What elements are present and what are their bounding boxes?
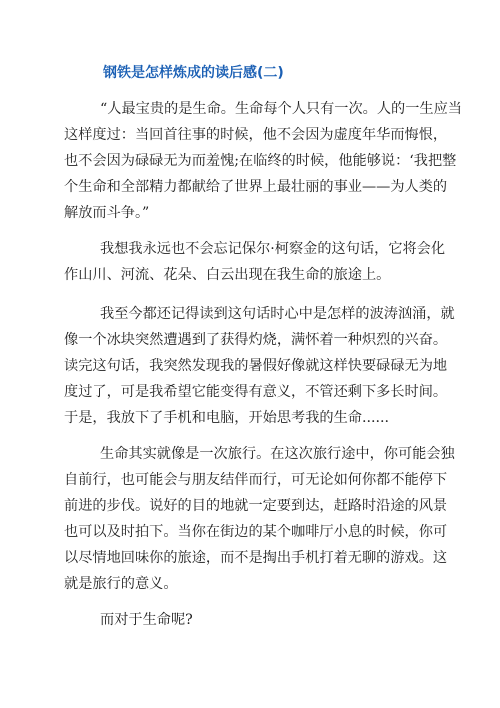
- paragraph-line: 我想我永远也不会忘记保尔·柯察金的这句话，它将会化: [100, 241, 446, 257]
- paragraph-line: 读完这句话，我突然发现我的暑假好像就这样快要碌碌无为地: [64, 358, 448, 374]
- document-title: 钢铁是怎样炼成的读后感(二): [103, 65, 284, 81]
- paragraph-line: 个生命和全部精力都献给了世界上最壮丽的事业——为人类的: [64, 179, 448, 195]
- paragraph-line: 解放而斗争。”: [64, 205, 150, 221]
- paragraph-line: 也不会因为碌碌无为而羞愧;在临终的时候，他能够说：‘我把整: [64, 153, 457, 169]
- paragraph-quote: [64, 96, 462, 226]
- paragraph-line: “人最宝贵的是生命。生命每个人只有一次。人的一生应当: [100, 101, 462, 117]
- paragraph-line: 于是，我放下了手机和电脑，开始思考我的生命......: [64, 410, 389, 426]
- paragraph-line: 前进的步伐。说好的目的地就一定要到达，赶路时沿途的风景: [64, 498, 448, 514]
- paragraph-line: 我至今都还记得读到这句话时心中是怎样的波涛汹涌，就: [100, 306, 455, 322]
- paragraph-line: 以尽情地回味你的旅途，而不是掏出手机打着无聊的游戏。这: [64, 550, 448, 566]
- paragraph-line: 生命其实就像是一次旅行。在这次旅行途中，你可能会独: [100, 446, 455, 462]
- paragraph-line: 自前行，也可能会与朋友结伴而行，可无论如何你都不能停下: [64, 472, 448, 488]
- paragraph-line: 像一个冰块突然遭遇到了获得灼烧，满怀着一种炽烈的兴奋。: [64, 332, 448, 348]
- paragraph-line: 就是旅行的意义。: [64, 576, 178, 592]
- paragraph-line: 作山川、河流、花朵、白云出现在我生命的旅途上。: [64, 267, 391, 283]
- paragraph-line: 这样度过：当回首往事的时候，他不会因为虚度年华而悔恨，: [64, 127, 448, 143]
- paragraph-line: 而对于生命呢?: [100, 612, 193, 628]
- paragraph-memory: [64, 301, 455, 431]
- paragraph-line: 度过了，可是我希望它能变得有意义，不管还剩下多长时间。: [64, 384, 448, 400]
- paragraph-journey: [64, 441, 455, 597]
- paragraph-reflection: [64, 236, 446, 288]
- paragraph-line: 也可以及时拍下。当你在街边的某个咖啡厅小息的时候，你可: [64, 524, 448, 540]
- paragraph-question: [64, 607, 434, 633]
